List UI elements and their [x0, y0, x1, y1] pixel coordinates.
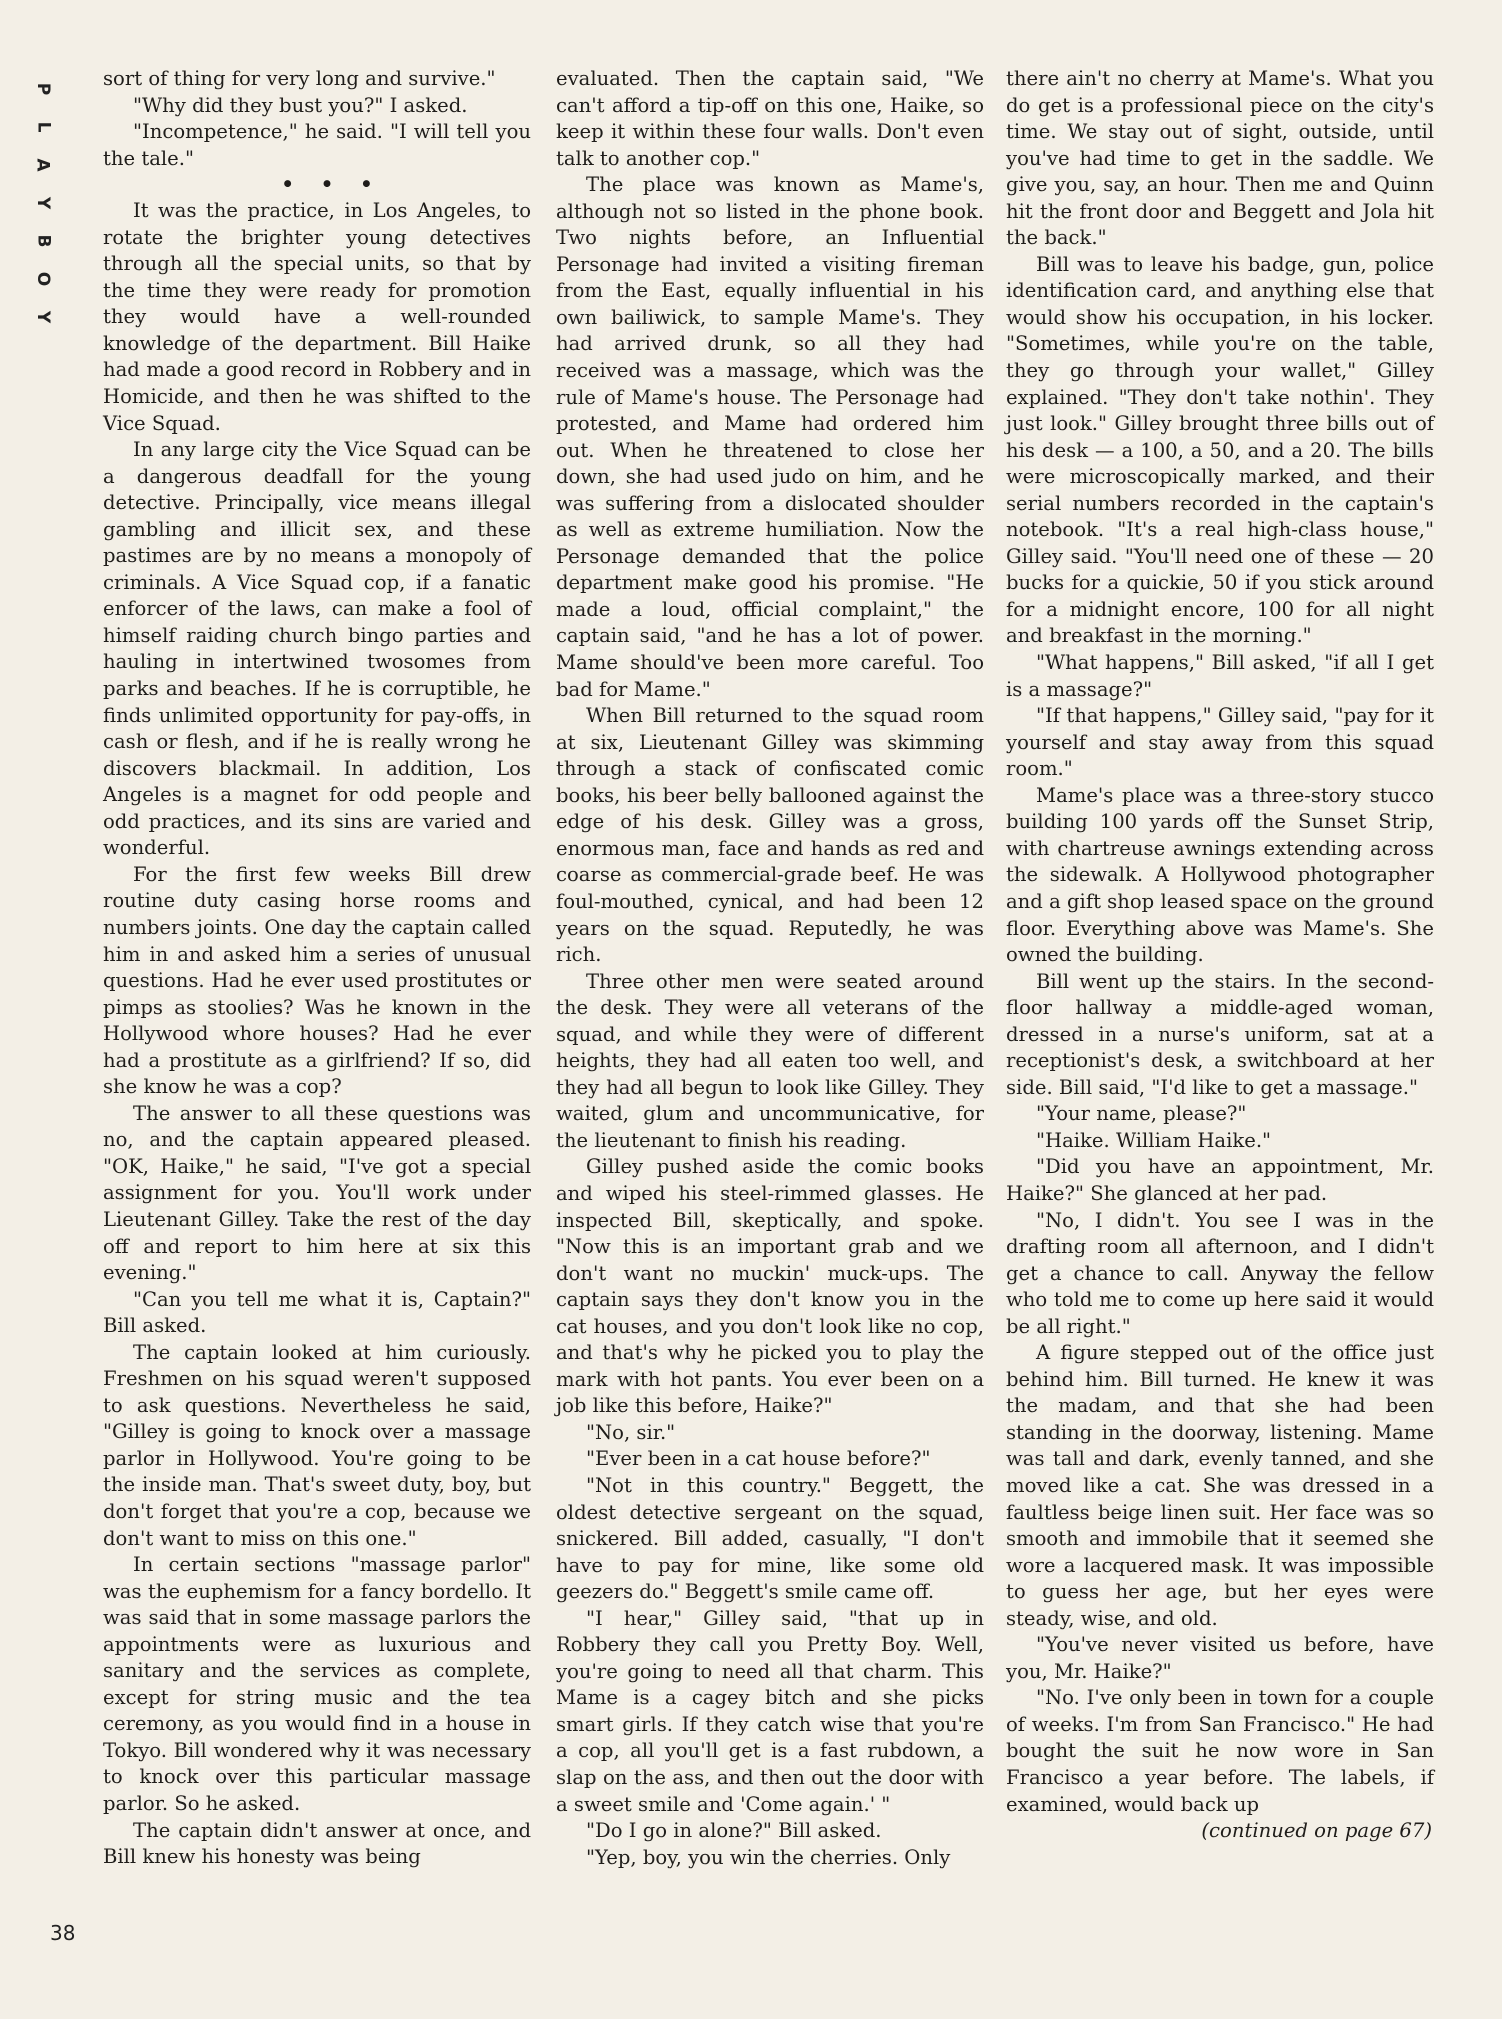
section-break: • • •: [281, 173, 383, 197]
paragraph: The answer to all these questions was no, and the captain appeared pleased. "OK, Haike," he said, "I've got a special assignment for you. You'll work under Lieutenant Gilley. Take the rest of the day off and report to him here at six this evening.": [103, 1101, 531, 1285]
paragraph: "Ever been in a cat house before?": [586, 1447, 931, 1471]
logo-letter: B: [33, 234, 53, 248]
paragraph: "Incompetence," he said. "I will tell you the tale.": [103, 120, 531, 170]
paragraph: sort of thing for very long and survive.": [103, 67, 496, 90]
paragraph: "No, I didn't. You see I was in the drafting room all afternoon, and I didn't get a chance to call. Anyway the fellow who told me to come up here said it would be all right.": [1006, 1208, 1434, 1338]
logo-letter: Y: [33, 310, 53, 324]
paragraph: Bill went up the stairs. In the second-floor hallway a middle-aged woman, dressed in a nurse's uniform, sat at a receptionist's desk, a switchboard at her side. Bill said, "I'd like to get a massage.": [1006, 969, 1434, 1099]
article-column-3: [1006, 66, 1434, 1845]
paragraph: "Do I go in alone?" Bill asked.: [586, 1819, 882, 1843]
paragraph: Three other men were seated around the desk. They were all veterans of the squad, and while they were of different heights, they had all eaten too well, and they had all begun to look like Gilley. They waited, glum and uncommunicative, for the lieutenant to finish his reading.: [556, 969, 984, 1152]
paragraph: The captain didn't answer at once, and Bill knew his honesty was being: [103, 1818, 531, 1869]
paragraph: Mame's place was a three-story stucco building 100 yards off the Sunset Strip, with chartreuse awnings extending across the sidewalk. A Hollywood photographer and a gift shop leased space on the ground floor. Everything above was Mame's. She owned the building.: [1006, 783, 1434, 967]
paragraph: "Why did they bust you?" I asked.: [133, 93, 468, 117]
paragraph: A figure stepped out of the office just behind him. Bill turned. He knew it was the madam, and that she had been standing in the doorway, listening. Mame was tall and dark, evenly tanned, and she moved like a cat. She was dressed in a faultless beige linen suit. Her face was so smooth and immobile that it seemed she wore a lacquered mask. It was impossible to guess her age, but her eyes were steady, wise, and old.: [1006, 1341, 1434, 1630]
paragraph: For the first few weeks Bill drew routine duty casing horse rooms and numbers joints. One day the captain called him in and asked him a series of unusual questions. Had he ever used prostitutes or pimps as stoolies? Was he known in the Hollywood whore houses? Had he ever had a prostitute as a girlfriend? If so, did she know he was a cop?: [103, 862, 531, 1099]
logo-letter: P: [33, 82, 53, 96]
paragraph: "Yep, boy, you win the cherries. Only: [586, 1845, 951, 1869]
paragraph: there ain't no cherry at Mame's. What you do get is a professional piece on the city's time. We stay out of sight, outside, until you've had time to get in the saddle. We give you, say, an hour. Then me and Quinn hit the front door and Beggett and Jola hit the back.": [1006, 67, 1434, 250]
logo-letter: A: [32, 158, 53, 172]
logo-letter: O: [32, 271, 53, 287]
article-column-1: [103, 66, 531, 1871]
paragraph: "What happens," Bill asked, "if all I get is a massage?": [1006, 651, 1434, 701]
paragraph: Gilley pushed aside the comic books and wiped his steel-rimmed glasses. He inspected Bill, skeptically, and spoke. "Now this is an important grab and we don't want no muckin' muck-ups. The captain says they don't know you in the cat houses, and you don't look like no cop, and that's why he picked you to play the mark with hot pants. You ever been on a job like this before, Haike?": [556, 1155, 984, 1418]
paragraph: "Your name, please?": [1036, 1102, 1247, 1126]
logo-letter: Y: [33, 196, 53, 210]
paragraph: "Did you have an appointment, Mr. Haike?" She glanced at her pad.: [1006, 1155, 1434, 1205]
magazine-sidebar-logo: [28, 70, 58, 336]
paragraph: "No, sir.": [586, 1420, 676, 1444]
article-column-2: [556, 66, 984, 1871]
logo-letter: L: [33, 121, 53, 133]
paragraph: When Bill returned to the squad room at six, Lieutenant Gilley was skimming through a stack of confiscated comic books, his beer belly ballooned against the edge of his desk. Gilley was a gross, enormous man, face and hands as red and coarse as commercial-grade beef. He was foul-mouthed, cynical, and had been 12 years on the squad. Reputedly, he was rich.: [556, 704, 984, 967]
paragraph: In any large city the Vice Squad can be a dangerous deadfall for the young detective. Principally, vice means illegal gambling and illicit sex, and these pastimes are by no means a monopoly of criminals. A Vice Squad cop, if a fanatic enforcer of the laws, can make a fool of himself raiding church bingo parties and hauling in intertwined twosomes from parks and beaches. If he is corruptible, he finds unlimited opportunity for pay-offs, in cash or flesh, and if he is really wrong he discovers blackmail. In addition, Los Angeles is a magnet for odd people and odd practices, and its sins are varied and wonderful.: [103, 438, 531, 860]
paragraph: evaluated. Then the captain said, "We can't afford a tip-off on this one, Haike, so keep it within these four walls. Don't even talk to another cop.": [556, 67, 984, 170]
paragraph: "If that happens," Gilley said, "pay for it yourself and stay away from this squad room.": [1006, 704, 1434, 781]
paragraph: "I hear," Gilley said, "that up in Robbery they call you Pretty Boy. Well, you're going to need all that charm. This Mame is a cagey bitch and she picks smart girls. If they catch wise that you're a cop, all you'll get is a fast rubdown, a slap on the ass, and then out the door with a sweet smile and 'Come again.' ": [556, 1606, 984, 1816]
paragraph: "Can you tell me what it is, Captain?" Bill asked.: [103, 1287, 531, 1338]
paragraph: "No. I've only been in town for a couple of weeks. I'm from San Francisco." He had bought the suit he now wore in San Francisco a year before. The labels, if examined, would back up: [1006, 1686, 1434, 1816]
paragraph: In certain sections "massage parlor" was the euphemism for a fancy bordello. It was said that in some massage parlors the appointments were as luxurious and sanitary and the services as complete, except for string music and the tea ceremony, as you would find in a house in Tokyo. Bill wondered why it was necessary to knock over this particular massage parlor. So he asked.: [103, 1553, 531, 1815]
paragraph: The captain looked at him curiously. Freshmen on his squad weren't supposed to ask questions. Nevertheless he said, "Gilley is going to knock over a massage parlor in Hollywood. You're going to be the inside man. That's sweet duty, boy, but don't forget that you're a cop, because we don't want to miss on this one.": [103, 1340, 531, 1550]
paragraph: "You've never visited us before, have you, Mr. Haike?": [1006, 1633, 1434, 1683]
paragraph: It was the practice, in Los Angeles, to rotate the brighter young detectives through all the special units, so that by the time they were ready for promotion they would have a well-rounded knowledge of the department. Bill Haike had made a good record in Robbery and in Homicide, and then he was shifted to the Vice Squad.: [103, 199, 531, 435]
paragraph: "Not in this country." Beggett, the oldest detective sergeant on the squad, snickered. Bill added, casually, "I don't have to pay for mine, like some old geezers do." Beggett's smile came off.: [556, 1473, 984, 1604]
page-number: 38: [50, 1921, 76, 1945]
paragraph: The place was known as Mame's, although not so listed in the phone book. Two nights before, an Influential Personage had invited a visiting fireman from the East, equally influential in his own bailiwick, to sample Mame's. They had arrived drunk, so all they had received was a massage, which was the rule of Mame's house. The Personage had protested, and Mame had ordered him out. When he threatened to close her down, she had used judo on him, and he was suffering from a dislocated shoulder as well as extreme humiliation. Now the Personage demanded that the police department make good his promise. "He made a loud, official complaint," the captain said, "and he has a lot of power. Mame should've been more careful. Too bad for Mame.": [556, 173, 984, 701]
paragraph: "Haike. William Haike.": [1036, 1128, 1272, 1152]
continued-note: (continued on page 67): [1201, 1819, 1432, 1843]
paragraph: Bill was to leave his badge, gun, police identification card, and anything else that would show his occupation, in his locker. "Sometimes, while you're on the table, they go through your wallet," Gilley explained. "They don't take nothin'. They just look." Gilley brought three bills out of his desk — a 100, a 50, and a 20. The bills were microscopically marked, and their serial numbers recorded in the captain's notebook. "It's a real high-class house," Gilley said. "You'll need one of these — 20 bucks for a quickie, 50 if you stick around for a midnight encore, 100 for all night and breakfast in the morning.": [1006, 252, 1434, 648]
